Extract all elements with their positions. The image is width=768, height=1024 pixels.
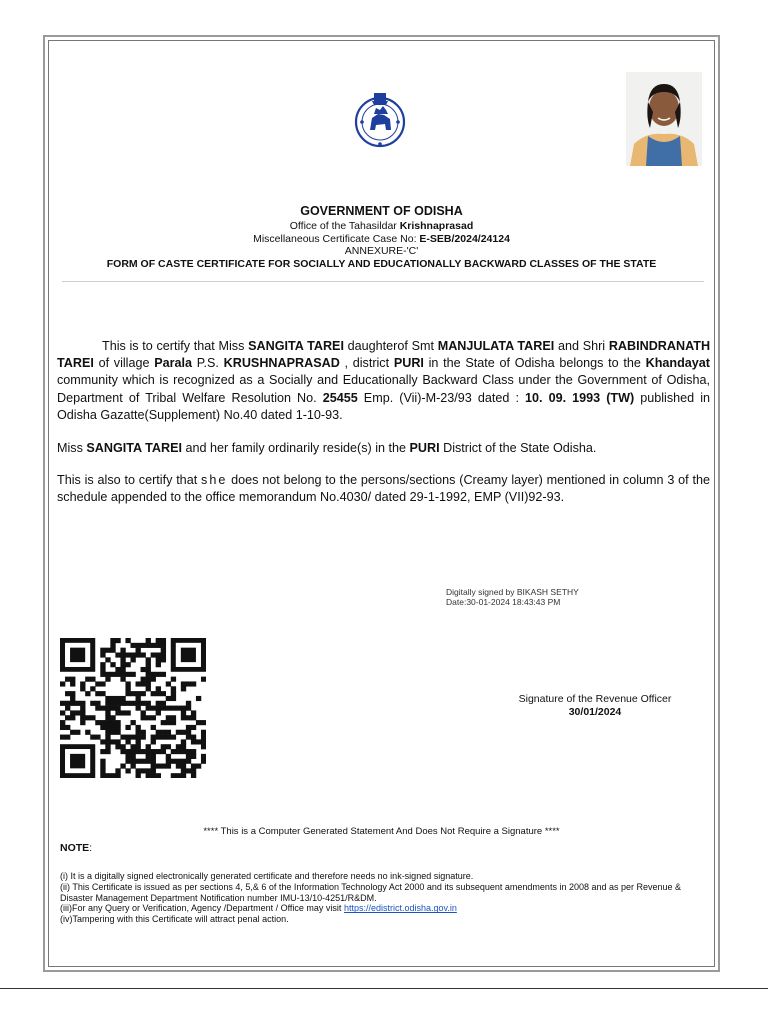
village-name: Parala [154, 356, 193, 371]
notes-list [60, 871, 715, 925]
father-name: RABINDRANATH TAREI [57, 339, 711, 371]
qr-code-icon [60, 638, 206, 778]
office-name: Krishnaprasad [399, 220, 474, 232]
district-name: PURI [393, 356, 424, 371]
page-bottom-rule [0, 988, 768, 989]
digital-signature-stamp [446, 587, 579, 607]
applicant-name-residence: SANGITA TAREI [86, 441, 183, 455]
note-item: (iii)For any Query or Verification, Agency /Department / Office may visit https://edistrict.odisha.gov.in [60, 903, 457, 914]
form-title: FORM OF CASTE CERTIFICATE FOR SOCIALLY AND EDUCATIONALLY BACKWARD CLASSES OF THE STATE [106, 258, 657, 270]
signature-date: 30/01/2024 [568, 706, 622, 718]
computer-generated-statement: **** This is a Computer Generated Statement And Does Not Require a Signature **** [203, 826, 560, 837]
government-title: GOVERNMENT OF ODISHA [300, 204, 463, 218]
case-number: E-SEB/2024/24124 [419, 233, 510, 245]
note-item: (i) It is a digitally signed electronically generated certificate and therefore needs no ink-signed signature. [60, 871, 474, 881]
digital-signer: Digitally signed by BIKASH SETHY [446, 587, 579, 597]
mother-name: MANJULATA TAREI [437, 339, 555, 353]
applicant-photo [626, 72, 702, 166]
odisha-state-emblem-icon [350, 88, 410, 150]
note-item: (ii) This Certificate is issued as per sections 4, 5,& 6 of the Information Technology Act 2000 and its subsequent amendments in 2008 and as per Revenue & Disaster Management Department Notification number IMU-13/10-4251/R&DM. [60, 881, 682, 903]
residence-paragraph: Miss SANGITA TAREI and her family ordinarily reside(s) in the PURI District of the State Odisha. [57, 441, 597, 455]
note-item: (iv)Tampering with this Certificate will attract penal action. [60, 914, 289, 925]
pronoun: she [201, 473, 228, 487]
note-heading: NOTE: [60, 842, 93, 854]
office-line: Office of the Tahasildar Krishnaprasad [289, 220, 474, 232]
resolution-number: 25455 [322, 390, 358, 405]
creamy-layer-paragraph: This is also to certify that she does not belong to the persons/sections (Creamy layer) mentioned in column 3 of the schedule appended to the office memorandum No.4030/ dated 29-1-1992, EMP (VII)92-93. [57, 473, 710, 505]
applicant-name: SANGITA TAREI [248, 339, 344, 353]
police-station: KRUSHNAPRASAD [223, 356, 340, 371]
digital-sign-date: Date:30-01-2024 18:43:43 PM [446, 597, 561, 607]
annexure-label: ANNEXURE-'C' [344, 245, 419, 257]
officer-signature-block [490, 693, 700, 719]
community-name: Khandayat [645, 356, 710, 371]
header-divider [62, 281, 704, 282]
certification-paragraph: This is to certify that Miss SANGITA TAREI daughterof Smt MANJULATA TAREI and Shri RABINDRANATH TAREI of village Parala P.S. KRUSHNAPRASAD , district PURI in the State of Odisha belongs to the Khandayat community which is recognized as a Socially and Educationally Backward Class under the Government of Odisha, Department of Tribal Welfare Resolution No. 25455 Emp. (Vii)-M-23/93 dated : 10. 09. 1993 (TW) published in Odisha Gazatte(Supplement) No.40 dated 1-10-93. [57, 339, 711, 422]
resolution-date: 10. 09. 1993 (TW) [525, 390, 635, 405]
residence-district: PURI [409, 441, 440, 455]
officer-signature-label: Signature of the Revenue Officer [518, 693, 672, 705]
edistrict-link[interactable]: https://edistrict.odisha.gov.in [343, 903, 457, 914]
case-number-line: Miscellaneous Certificate Case No: E-SEB/2024/24124 [253, 233, 510, 245]
